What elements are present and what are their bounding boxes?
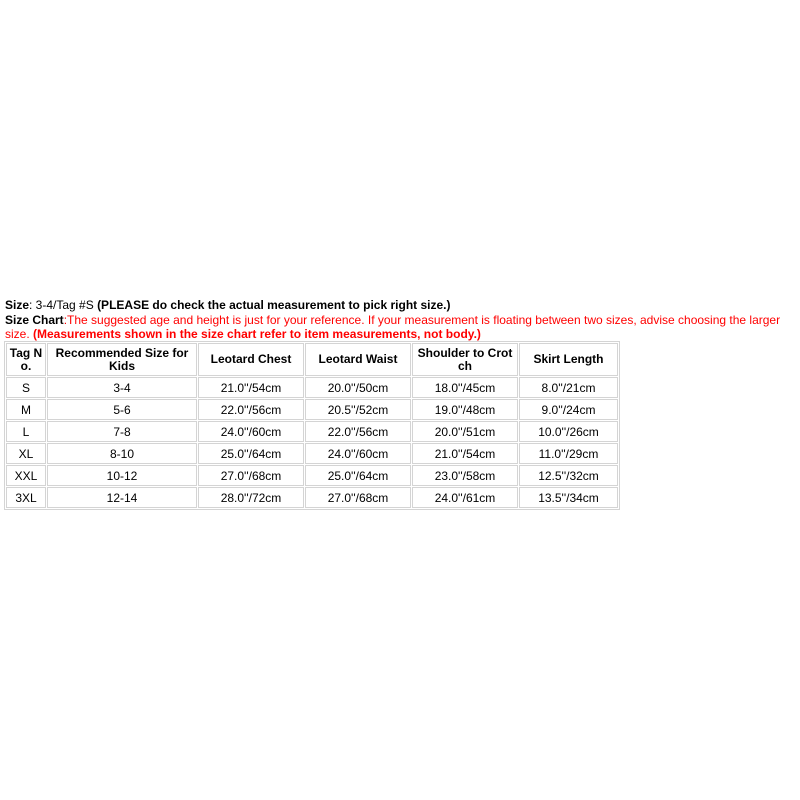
table-header-row [6, 343, 618, 376]
size-check-note: (PLEASE do check the actual measurement to pick right size.) [97, 298, 451, 312]
cell-tag: XXL [6, 465, 46, 486]
table-row [6, 421, 618, 442]
size-chart-text: :The suggested age and height is just for your reference. If your measurement is floating between two sizes, advise choosing the larger size. [5, 312, 781, 341]
cell-chest: 27.0''/68cm [198, 465, 304, 486]
cell-tag: S [6, 377, 46, 398]
header-shoulder-to-crotch: Shoulder to Crotch [412, 343, 518, 376]
size-chart-bold-note: (Measurements shown in the size chart refer to item measurements, not body.) [33, 327, 481, 341]
header-skirt-length: Skirt Length [519, 343, 618, 376]
cell-shoulder-crotch: 23.0''/58cm [412, 465, 518, 486]
cell-skirt: 8.0''/21cm [519, 377, 618, 398]
size-value: : 3-4/Tag #S [29, 298, 98, 312]
cell-kids-size: 8-10 [47, 443, 197, 464]
cell-skirt: 11.0''/29cm [519, 443, 618, 464]
cell-waist: 20.0''/50cm [305, 377, 411, 398]
cell-kids-size: 3-4 [47, 377, 197, 398]
cell-shoulder-crotch: 21.0''/54cm [412, 443, 518, 464]
cell-chest: 22.0''/56cm [198, 399, 304, 420]
cell-waist: 27.0''/68cm [305, 487, 411, 508]
size-line [5, 298, 797, 313]
cell-kids-size: 12-14 [47, 487, 197, 508]
cell-shoulder-crotch: 24.0''/61cm [412, 487, 518, 508]
cell-kids-size: 5-6 [47, 399, 197, 420]
cell-shoulder-crotch: 19.0''/48cm [412, 399, 518, 420]
cell-tag: XL [6, 443, 46, 464]
header-leotard-waist: Leotard Waist [305, 343, 411, 376]
cell-skirt: 9.0''/24cm [519, 399, 618, 420]
header-recommended-size: Recommended Size for Kids [47, 343, 197, 376]
cell-waist: 25.0''/64cm [305, 465, 411, 486]
size-chart-label: Size Chart [5, 312, 64, 327]
header-tag-no: Tag No. [6, 343, 46, 376]
cell-waist: 20.5''/52cm [305, 399, 411, 420]
header-leotard-chest: Leotard Chest [198, 343, 304, 376]
cell-tag: M [6, 399, 46, 420]
table-row [6, 465, 618, 486]
cell-kids-size: 7-8 [47, 421, 197, 442]
cell-skirt: 10.0''/26cm [519, 421, 618, 442]
table-row [6, 487, 618, 508]
cell-tag: L [6, 421, 46, 442]
size-info-block [5, 298, 797, 342]
cell-tag: 3XL [6, 487, 46, 508]
cell-kids-size: 10-12 [47, 465, 197, 486]
cell-skirt: 13.5''/34cm [519, 487, 618, 508]
table-row [6, 399, 618, 420]
cell-shoulder-crotch: 20.0''/51cm [412, 421, 518, 442]
size-chart-line [5, 313, 797, 342]
table-row [6, 443, 618, 464]
size-label: Size [5, 298, 30, 312]
cell-shoulder-crotch: 18.0''/45cm [412, 377, 518, 398]
cell-chest: 28.0''/72cm [198, 487, 304, 508]
cell-waist: 22.0''/56cm [305, 421, 411, 442]
cell-skirt: 12.5''/32cm [519, 465, 618, 486]
cell-chest: 25.0''/64cm [198, 443, 304, 464]
size-chart-table [4, 341, 620, 510]
table-row [6, 377, 618, 398]
cell-chest: 21.0''/54cm [198, 377, 304, 398]
cell-chest: 24.0''/60cm [198, 421, 304, 442]
cell-waist: 24.0''/60cm [305, 443, 411, 464]
